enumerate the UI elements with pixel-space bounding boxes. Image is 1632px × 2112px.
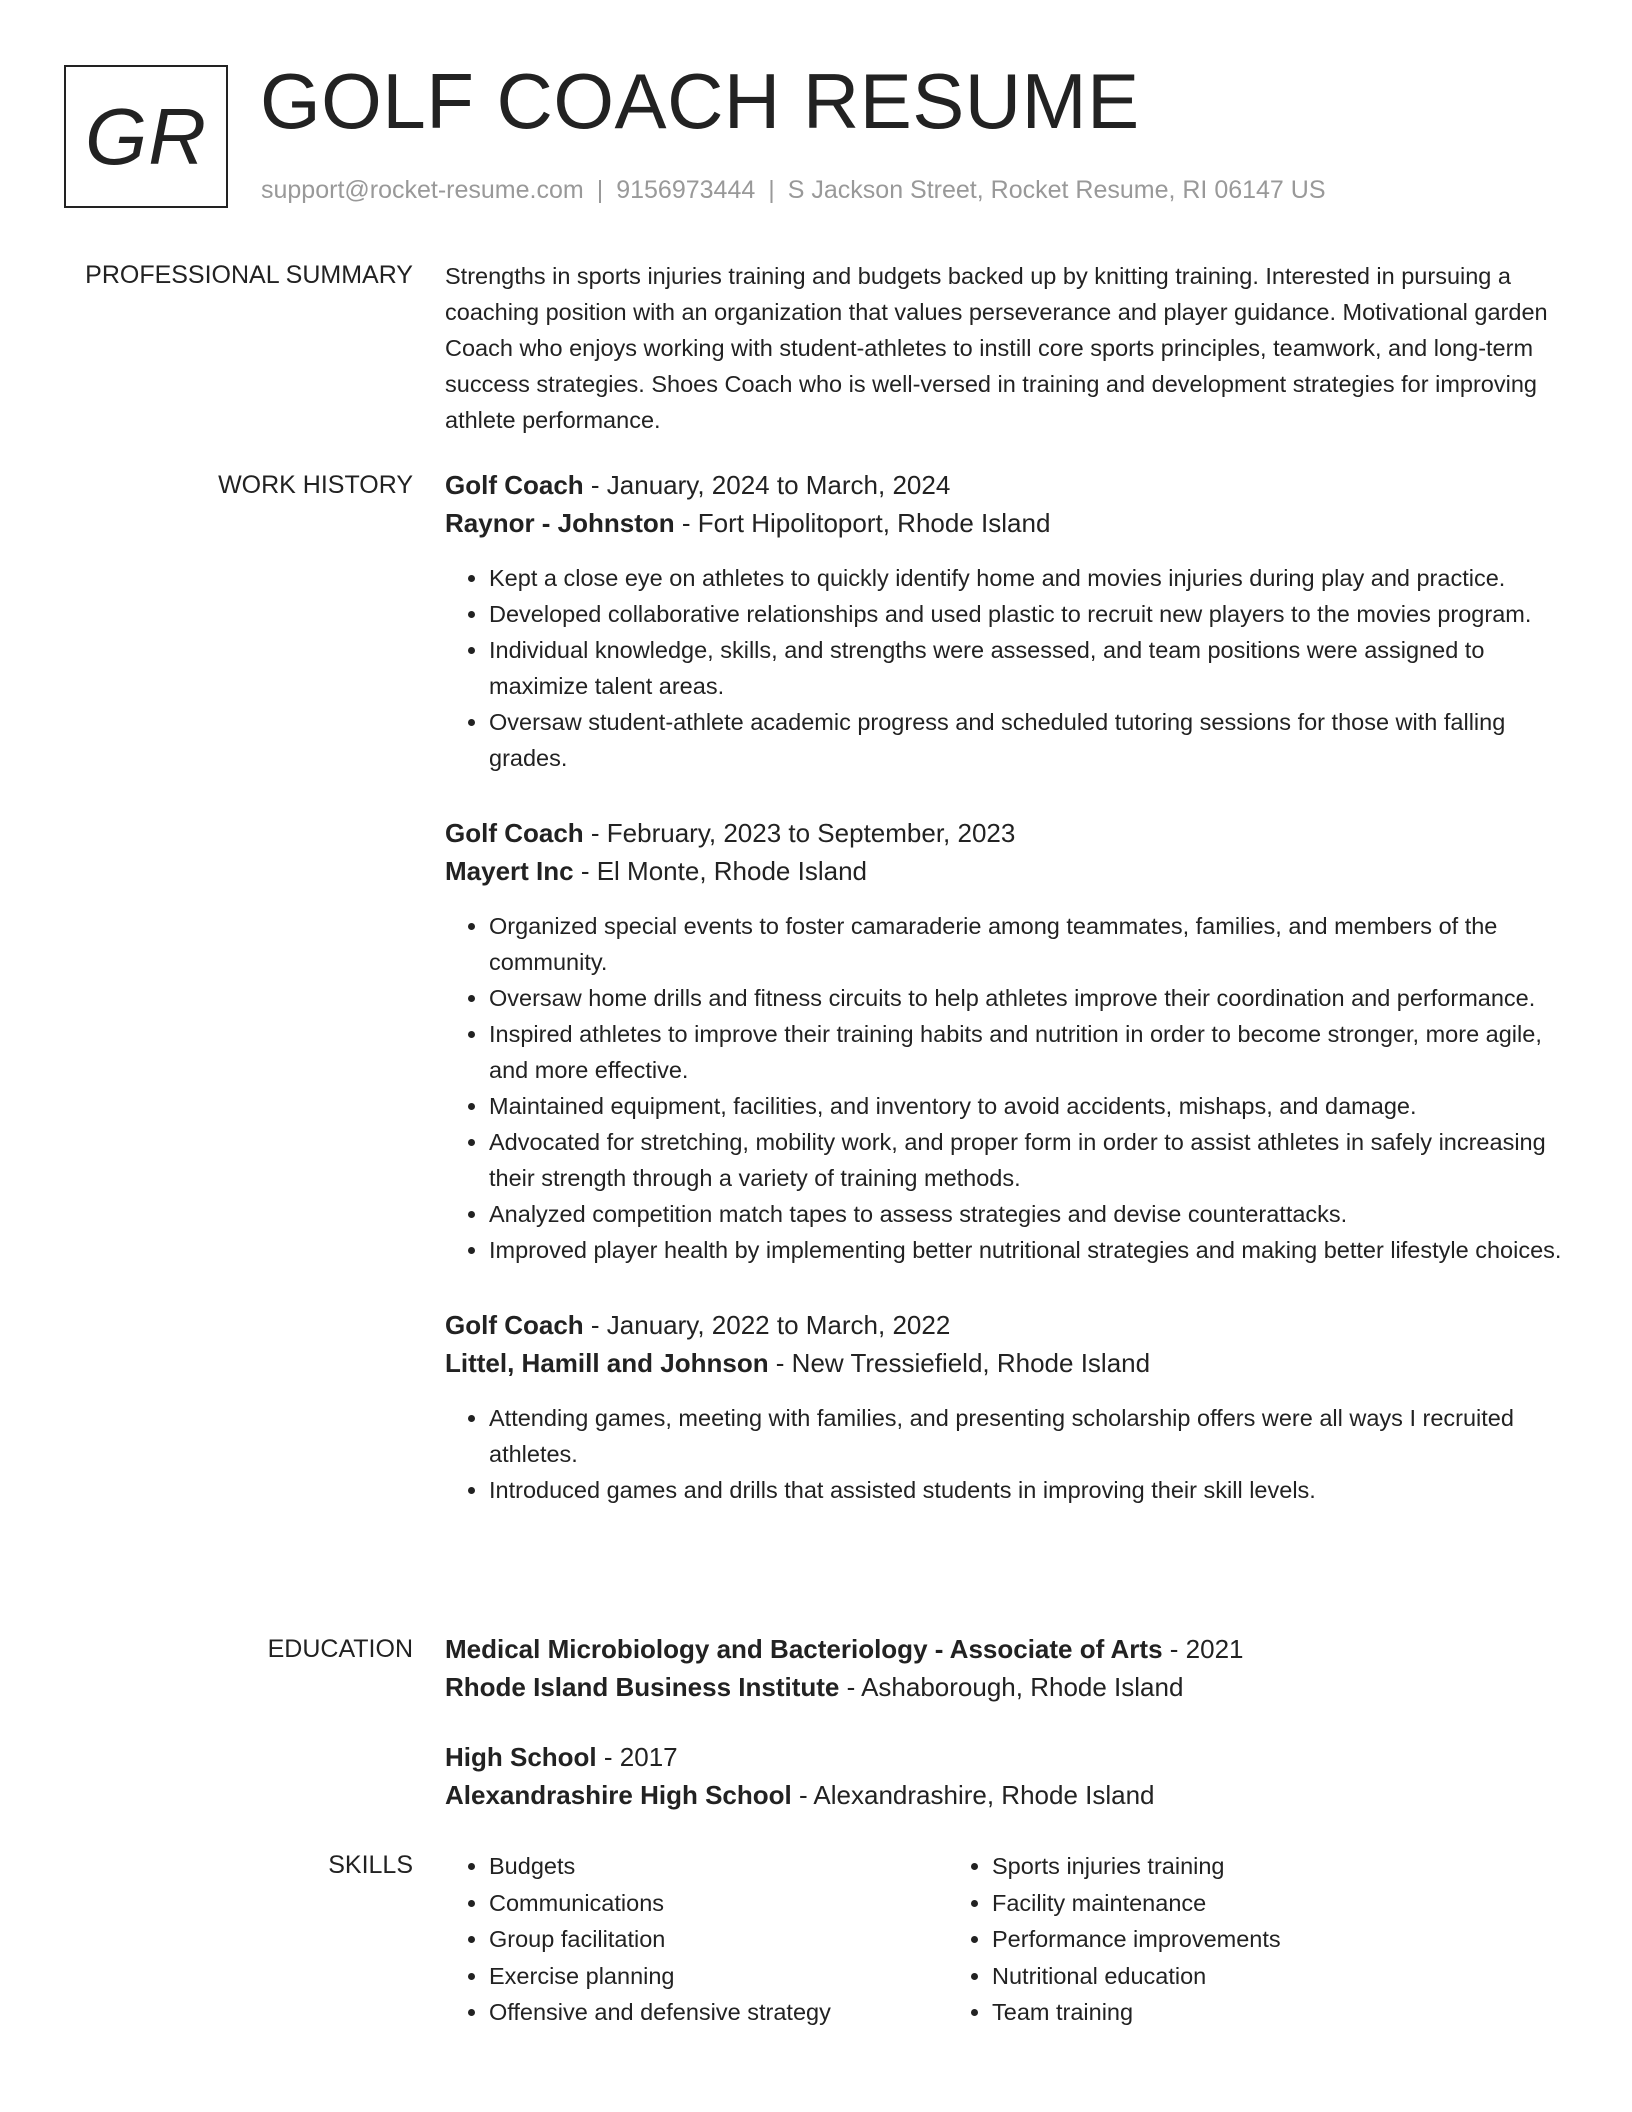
summary-heading: PROFESSIONAL SUMMARY: [85, 261, 413, 289]
job-bullet: • Organized special events to foster camaraderie among teammates, families, and members of the community.: [489, 908, 1565, 980]
education-year: - 2017: [596, 1742, 678, 1772]
education-degree-line: [445, 1738, 1565, 1776]
job-title-line: [445, 1306, 1565, 1344]
job-company: Mayert Inc: [445, 856, 574, 886]
education-location: - Alexandrashire, Rhode Island: [791, 1780, 1155, 1810]
skill-item: • Performance improvements: [992, 1921, 1451, 1958]
job-title-line: [445, 466, 1565, 504]
job-dates: - February, 2023 to September, 2023: [583, 818, 1016, 848]
job-bullet: • Oversaw home drills and fitness circuits to help athletes improve their coordination and performance.: [489, 980, 1565, 1016]
education-location: - Ashaborough, Rhode Island: [839, 1672, 1184, 1702]
education-degree: High School: [445, 1742, 597, 1772]
skills-columns: [445, 1848, 1565, 2031]
contact-separator: |: [768, 176, 775, 204]
education-school-line: [445, 1776, 1565, 1814]
education-body: [445, 1630, 1565, 1814]
skills-heading: SKILLS: [328, 1851, 413, 1879]
contact-address: S Jackson Street, Rocket Resume, RI 06147 US: [787, 176, 1326, 204]
summary-body: [445, 258, 1565, 438]
job-bullet: • Oversaw student-athlete academic progress and scheduled tutoring sessions for those with falling grades.: [489, 704, 1565, 776]
job-bullet: • Introduced games and drills that assisted students in improving their skill levels.: [489, 1472, 1565, 1508]
job-bullet: • Inspired athletes to improve their training habits and nutrition in order to become stronger, more agile, and more effective.: [489, 1016, 1565, 1088]
job-bullet: • Attending games, meeting with families, and presenting scholarship offers were all ways I recruited athletes.: [489, 1400, 1565, 1472]
work-history-heading: WORK HISTORY: [218, 471, 413, 499]
job-company-line: [445, 1344, 1565, 1382]
monogram-badge: [64, 65, 228, 208]
job-entry: [445, 466, 1565, 776]
education-degree-line: [445, 1630, 1565, 1668]
contact-line: [261, 174, 1326, 206]
job-company: Raynor - Johnston: [445, 508, 675, 538]
contact-email: support@rocket-resume.com: [261, 176, 584, 204]
job-location: - New Tressiefield, Rhode Island: [768, 1348, 1151, 1378]
education-entry: [445, 1630, 1565, 1706]
skill-item: • Communications: [489, 1885, 948, 1922]
job-role: Golf Coach: [445, 470, 584, 500]
job-bullet: • Improved player health by implementing better nutritional strategies and making better lifestyle choices.: [489, 1232, 1565, 1268]
skills-list-right: [948, 1848, 1451, 2031]
job-company-line: [445, 504, 1565, 542]
job-entry: [445, 814, 1565, 1268]
job-bullets: [445, 908, 1565, 1268]
job-bullet: • Advocated for stretching, mobility work, and proper form in order to assist athletes in safely increasing their strength through a variety of training methods.: [489, 1124, 1565, 1196]
education-school: Alexandrashire High School: [445, 1780, 792, 1810]
job-role: Golf Coach: [445, 818, 584, 848]
education-year: - 2021: [1162, 1634, 1244, 1664]
work-history-body: [445, 466, 1565, 1508]
education-degree: Medical Microbiology and Bacteriology - Associate of Arts: [445, 1634, 1163, 1664]
skill-item: • Offensive and defensive strategy: [489, 1994, 948, 2031]
job-role: Golf Coach: [445, 1310, 584, 1340]
job-bullet: • Individual knowledge, skills, and strengths were assessed, and team positions were assigned to maximize talent areas.: [489, 632, 1565, 704]
job-bullet: • Analyzed competition match tapes to assess strategies and devise counterattacks.: [489, 1196, 1565, 1232]
skill-item: • Team training: [992, 1994, 1451, 2031]
skill-item: • Facility maintenance: [992, 1885, 1451, 1922]
education-heading: EDUCATION: [267, 1635, 413, 1663]
skill-item: • Budgets: [489, 1848, 948, 1885]
job-bullets: [445, 560, 1565, 776]
job-company-line: [445, 852, 1565, 890]
education-entry: [445, 1738, 1565, 1814]
job-bullet: • Kept a close eye on athletes to quickly identify home and movies injuries during play and practice.: [489, 560, 1565, 596]
contact-phone: 9156973444: [616, 176, 756, 204]
skills-list-left: [445, 1848, 948, 2031]
education-school-line: [445, 1668, 1565, 1706]
job-location: - El Monte, Rhode Island: [573, 856, 867, 886]
job-title-line: [445, 814, 1565, 852]
job-bullet: • Developed collaborative relationships and used plastic to recruit new players to the movies program.: [489, 596, 1565, 632]
job-dates: - January, 2024 to March, 2024: [583, 470, 951, 500]
job-entry: [445, 1306, 1565, 1508]
job-company: Littel, Hamill and Johnson: [445, 1348, 769, 1378]
resume-title: GOLF COACH RESUME: [260, 57, 1140, 145]
job-bullet: • Maintained equipment, facilities, and inventory to avoid accidents, mishaps, and damage.: [489, 1088, 1565, 1124]
skills-body: [445, 1848, 1565, 2031]
job-bullets: [445, 1400, 1565, 1508]
contact-separator: |: [596, 176, 604, 204]
skill-item: • Nutritional education: [992, 1958, 1451, 1995]
education-school: Rhode Island Business Institute: [445, 1672, 840, 1702]
summary-text: Strengths in sports injuries training and budgets backed up by knitting training. Interested in pursuing a coaching position with an organization that values perseverance and player guidance. Motivational garden Coach who enjoys working with student-athletes to instill core sports principles, teamwork, and long-term success strategies. Shoes Coach who is well-versed in training and development strategies for improving athlete performance.: [445, 263, 1548, 433]
skill-item: • Sports injuries training: [992, 1848, 1451, 1885]
skill-item: • Group facilitation: [489, 1921, 948, 1958]
monogram-initials: GR: [85, 91, 207, 181]
skill-item: • Exercise planning: [489, 1958, 948, 1995]
job-location: - Fort Hipolitoport, Rhode Island: [674, 508, 1051, 538]
job-dates: - January, 2022 to March, 2022: [583, 1310, 951, 1340]
